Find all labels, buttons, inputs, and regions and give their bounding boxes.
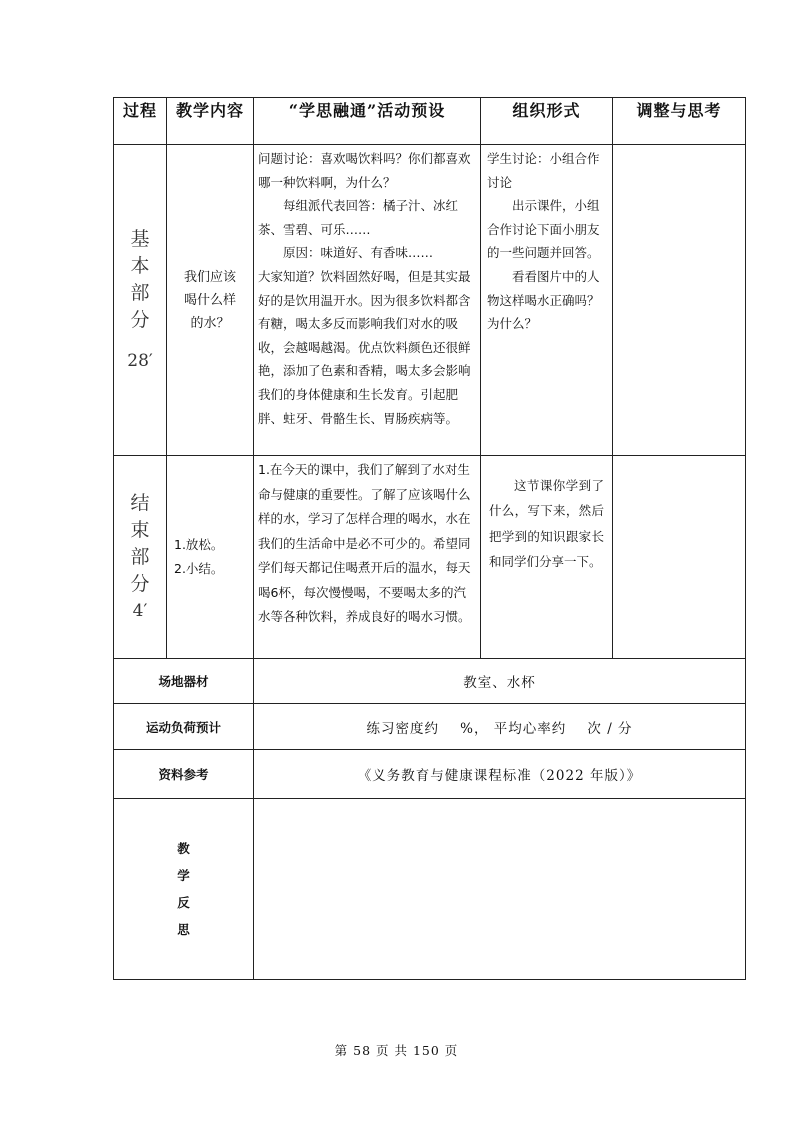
page-footer: 第 58 页 共 150 页: [334, 1043, 459, 1058]
header-activity: “学思融通”活动预设: [254, 98, 481, 145]
header-content: 教学内容: [167, 98, 254, 145]
load-value: 练习密度约 %， 平均心率约 次 / 分: [254, 704, 746, 750]
equipment-row: [114, 659, 746, 704]
content-basic: 我们应该 喝什么样 的水？: [167, 145, 254, 456]
content-closing: 1.放松。 2.小结。: [167, 456, 254, 659]
load-row: [114, 704, 746, 750]
duration-basic: 28′: [127, 350, 153, 371]
reference-value: 《义务教育与健康课程标准（2022 年版）》: [254, 750, 746, 799]
header-row: [114, 98, 746, 145]
closing-section-row: [114, 456, 746, 659]
duration-closing: 4′: [132, 600, 148, 621]
reference-row: [114, 750, 746, 799]
adjustment-closing: [613, 456, 746, 659]
header-adjustment: 调整与思考: [613, 98, 746, 145]
process-closing: 结 束 部 分 4′: [114, 456, 167, 659]
reflection-value[interactable]: [254, 799, 746, 980]
organization-closing: 这节课你学到了什么，写下来，然后把学到的知识跟家长和同学们分享一下。: [481, 456, 613, 659]
equipment-value: 教室、水杯: [254, 659, 746, 704]
reflection-row: [114, 799, 746, 980]
header-process: 过程: [114, 98, 167, 145]
load-label: 运动负荷预计: [114, 704, 254, 750]
activity-closing: 1.在今天的课中，我们了解到了水对生命与健康的重要性。了解了应该喝什么样的水，学习了怎样合理的喝水，水在我们的生活命中是必不可少的。希望同学们每天都记住喝煮开后的温水，每天喝6杯，每次慢慢喝，不要喝太多的汽水等各种饮料，养成良好的喝水习惯。: [254, 456, 481, 659]
activity-basic: 问题讨论：喜欢喝饮料吗？你们都喜欢哪一种饮料啊，为什么？ 每组派代表回答：橘子汁、冰红茶、雪碧、可乐…… 原因：味道好、有香味…… 大家知道？饮料固然好喝，但是其实最好的是饮用温开水。因为很多饮料都含有糖，喝太多反而影响我们对水的吸收，会越喝越渴。优点饮料颜色还很鲜艳，添加了色素和香精，喝太多会影响我们的身体健康和生长发育。引起肥胖、蛀牙、骨骼生长、胃肠疾病等。: [254, 145, 481, 456]
basic-section-row: [114, 145, 746, 456]
equipment-label: 场地器材: [114, 659, 254, 704]
organization-basic: 学生讨论：小组合作讨论 出示课件，小组合作讨论下面小朋友的一些问题并回答。 看看图片中的人物这样喝水正确吗？为什么？: [481, 145, 613, 456]
reference-label: 资料参考: [114, 750, 254, 799]
reflection-label: 教 学 反 思: [114, 799, 254, 980]
header-organization: 组织形式: [481, 98, 613, 145]
process-basic: 基 本 部 分 28′: [114, 145, 167, 456]
adjustment-basic: [613, 145, 746, 456]
lesson-plan-table: [113, 97, 746, 980]
